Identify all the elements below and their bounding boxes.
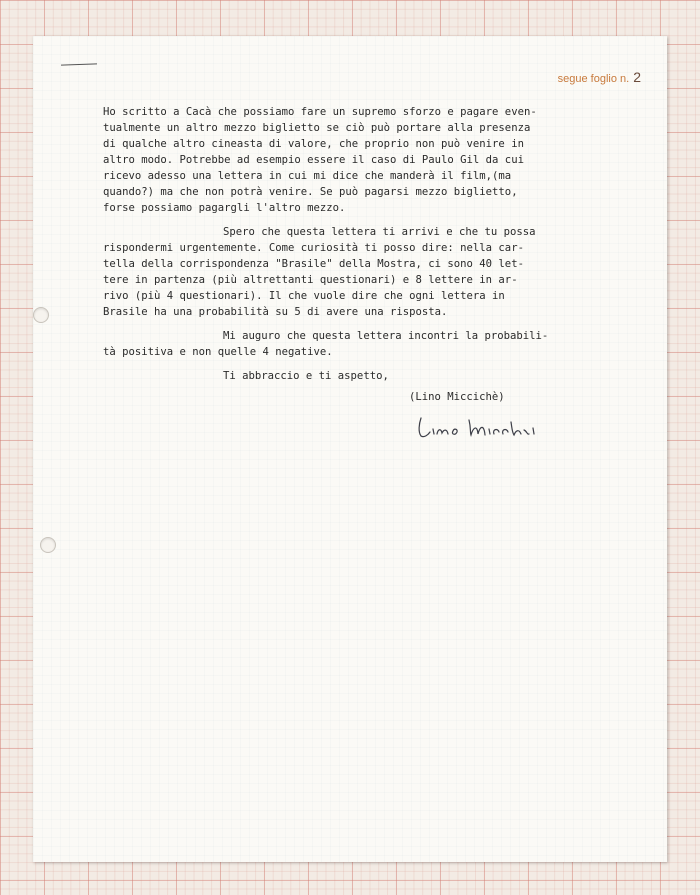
text-line: ricevo adesso una lettera in cui mi dice che manderà il film,(ma (103, 170, 512, 182)
page-continuation-marker (558, 69, 641, 85)
punch-hole (40, 537, 56, 553)
text-line: altro modo. Potrebbe ad esempio essere il caso di Paulo Gil da cui (103, 154, 524, 166)
letter-sheet (33, 36, 667, 862)
signature-printed-name: (Lino Miccichè) (409, 391, 505, 403)
letter-body (103, 104, 643, 384)
text-line: tà positiva e non quelle 4 negative. (103, 346, 333, 358)
page-number: 2 (633, 69, 641, 85)
handwritten-signature (415, 414, 565, 446)
text-line: tella della corrispondenza "Brasile" della Mostra, ci sono 40 let- (103, 258, 524, 270)
closing-line: Ti abbraccio e ti aspetto, (223, 370, 389, 382)
header-pen-mark (61, 63, 97, 65)
text-line: forse possiamo pagargli l'altro mezzo. (103, 202, 346, 214)
paragraph-4 (103, 368, 643, 384)
text-line: tualmente un altro mezzo biglietto se ciò può portare alla presenza (103, 122, 531, 134)
punch-hole (33, 307, 49, 323)
text-line: tere in partenza (più altrettanti questionari) e 8 lettere in ar- (103, 274, 518, 286)
text-line: quando?) ma che non potrà venire. Se può pagarsi mezzo biglietto, (103, 186, 518, 198)
paragraph-1 (103, 104, 643, 216)
continuation-label: segue foglio n. (557, 73, 630, 85)
text-line: Ho scritto a Cacà che possiamo fare un supremo sforzo e pagare even- (103, 106, 537, 118)
text-line: di qualche altro cineasta di valore, che proprio non può venire in (103, 138, 524, 150)
paragraph-2 (103, 224, 643, 320)
signature-icon (415, 414, 565, 442)
text-line: Mi auguro che questa lettera incontri la probabili- (223, 330, 549, 342)
text-line: rispondermi urgentemente. Come curiosità ti posso dire: nella car- (103, 242, 524, 254)
text-line: Spero che questa lettera ti arrivi e che tu possa (223, 226, 536, 238)
paragraph-3 (103, 328, 643, 360)
text-line: rivo (più 4 questionari). Il che vuole dire che ogni lettera in (103, 290, 505, 302)
text-line: Brasile ha una probabilità su 5 di avere una risposta. (103, 306, 448, 318)
